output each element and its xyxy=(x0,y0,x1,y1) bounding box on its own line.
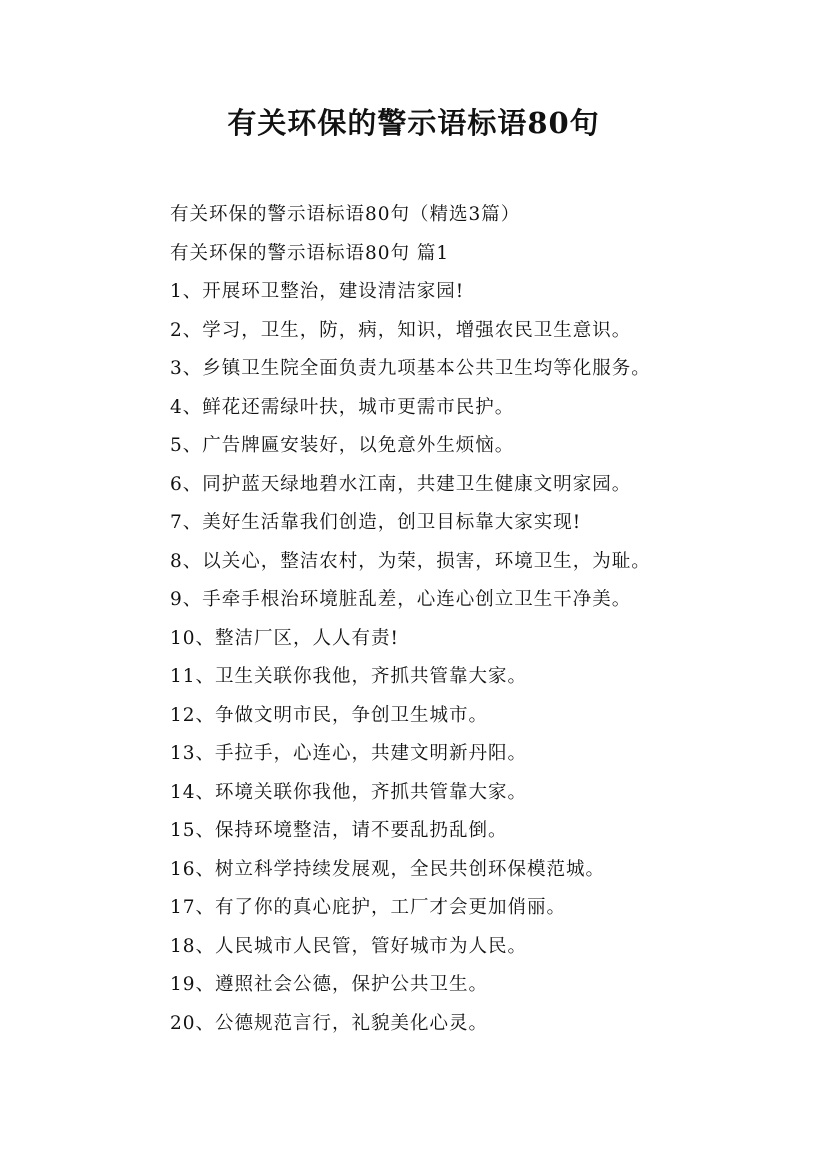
document-body xyxy=(170,196,810,1043)
slogan-item: 6、同护蓝天绿地碧水江南，共建卫生健康文明家园。 xyxy=(170,473,632,495)
slogan-item: 13、手拉手，心连心，共建文明新丹阳。 xyxy=(170,743,528,764)
slogan-item: 16、树立科学持续发展观，全民共创环保模范城。 xyxy=(170,858,606,880)
slogan-item: 1、开展环卫整治，建设清洁家园! xyxy=(170,281,465,302)
section-heading: 有关环保的警示语标语80句 篇1 xyxy=(170,242,450,264)
slogan-item: 14、环境关联你我他，齐抓共管靠大家。 xyxy=(170,781,528,803)
slogan-item: 10、整洁厂区，人人有责! xyxy=(170,627,399,649)
slogan-item: 9、手牵手根治环境脏乱差，心连心创立卫生干净美。 xyxy=(170,589,632,610)
slogan-item: 15、保持环境整洁，请不要乱扔乱倒。 xyxy=(170,820,508,841)
slogan-item: 8、以关心，整洁农村，为荣，损害，环境卫生，为耻。 xyxy=(170,550,651,572)
document-subtitle: 有关环保的警示语标语80句（精选3篇） xyxy=(170,204,521,225)
slogan-item: 19、遵照社会公德，保护公共卫生。 xyxy=(170,974,489,995)
slogan-item: 4、鲜花还需绿叶扶，城市更需市民护。 xyxy=(170,396,515,418)
slogan-item: 17、有了你的真心庇护，工厂才会更加俏丽。 xyxy=(170,897,567,918)
slogan-item: 5、广告牌匾安装好，以免意外生烦恼。 xyxy=(170,435,515,456)
slogan-item: 3、乡镇卫生院全面负责九项基本公共卫生均等化服务。 xyxy=(170,358,651,379)
slogan-item: 12、争做文明市民，争创卫生城市。 xyxy=(170,704,489,726)
document-title: 有关环保的警示语标语80句 xyxy=(227,106,600,140)
slogan-item: 2、学习，卫生，防，病，知识，增强农民卫生意识。 xyxy=(170,319,632,341)
slogan-item: 7、美好生活靠我们创造，创卫目标靠大家实现! xyxy=(170,512,582,533)
slogan-item: 20、公德规范言行，礼貌美化心灵。 xyxy=(170,1012,489,1034)
slogan-item: 11、卫生关联你我他，齐抓共管靠大家。 xyxy=(170,666,528,687)
slogan-item: 18、人民城市人民管，管好城市为人民。 xyxy=(170,935,528,957)
